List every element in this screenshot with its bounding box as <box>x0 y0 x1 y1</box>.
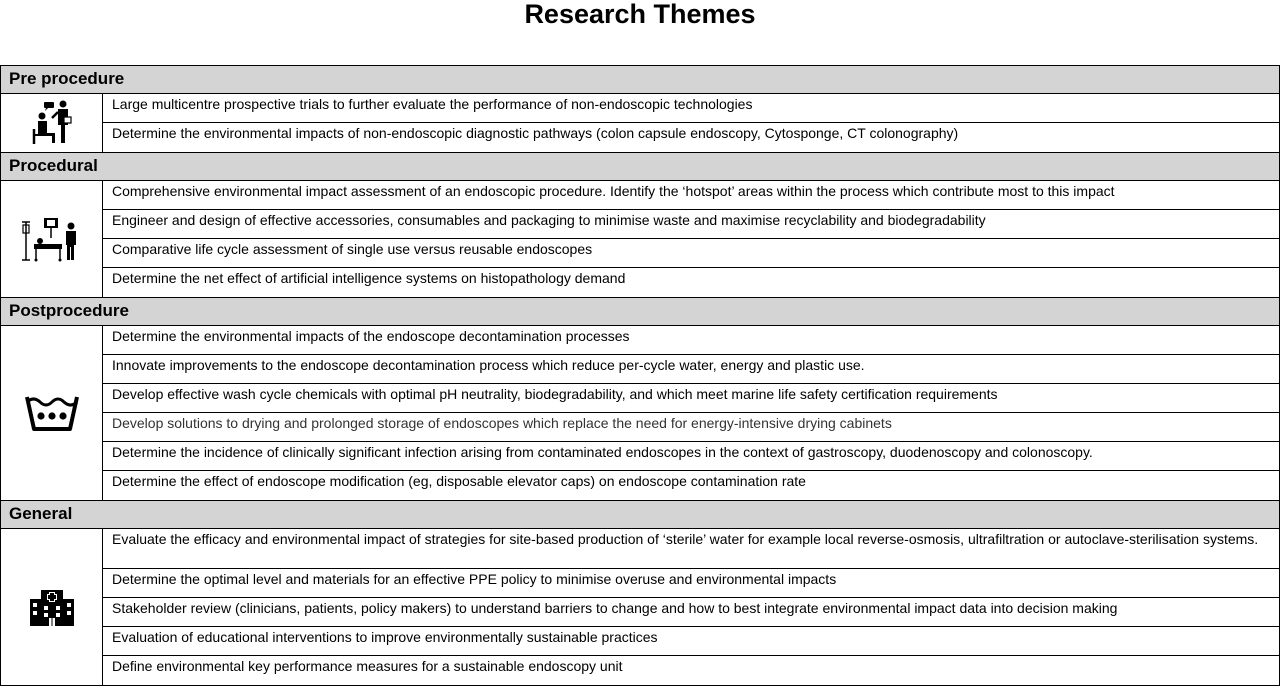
list-item: Engineer and design of effective accessories, consumables and packaging to minimise waste and maximise recyclability and biodegradability <box>103 210 1279 239</box>
list-item: Large multicentre prospective trials to further evaluate the performance of non-endoscopic technologies <box>103 94 1279 123</box>
section-general <box>0 529 1280 686</box>
endoscopy-procedure-icon-cell <box>1 181 103 297</box>
list-item: Determine the incidence of clinically significant infection arising from contaminated endoscopes in the context of gastroscopy, duodenoscopy and colonoscopy. <box>103 442 1279 471</box>
list-item: Determine the effect of endoscope modification (eg, disposable elevator caps) on endoscope contamination rate <box>112 473 806 489</box>
list-item: Evaluation of educational interventions to improve environmentally sustainable practices <box>103 627 1279 656</box>
list-item: Innovate improvements to the endoscope decontamination process which reduce per-cycle water, energy and plastic use. <box>103 355 1279 384</box>
list-item: Stakeholder review (clinicians, patients, policy makers) to understand barriers to change and how to best integrate environmental impact data into decision making <box>103 598 1279 627</box>
list-item: Define environmental key performance measures for a sustainable endoscopy unit <box>112 658 623 674</box>
list-item: Comparative life cycle assessment of single use versus reusable endoscopes <box>103 239 1279 268</box>
section-procedural <box>0 181 1280 298</box>
list-item: Evaluate the efficacy and environmental impact of strategies for site-based production of ‘sterile’ water for example local reverse-osmosis, ultrafiltration or autoclave-sterilisation systems. <box>103 529 1279 569</box>
section-pre-procedure <box>0 94 1280 153</box>
consultation-icon <box>30 99 74 147</box>
hospital-icon-cell <box>1 529 103 685</box>
list-item: Determine the net effect of artificial intelligence systems on histopathology demand <box>112 270 626 286</box>
list-item: Determine the environmental impacts of the endoscope decontamination processes <box>103 326 1279 355</box>
section-header-pre-procedure: Pre procedure <box>0 66 1280 94</box>
list-item: Develop effective wash cycle chemicals with optimal pH neutrality, biodegradability, and which meet marine life safety certification requirements <box>103 384 1279 413</box>
endoscopy-procedure-icon <box>20 216 84 262</box>
research-themes-table <box>0 65 1280 691</box>
wash-basin-icon <box>24 393 80 433</box>
hospital-icon <box>28 587 76 627</box>
list-item: Determine the environmental impacts of non-endoscopic diagnostic pathways (colon capsule endoscopy, Cytosponge, CT colonography) <box>112 125 959 141</box>
list-item: Comprehensive environmental impact assessment of an endoscopic procedure. Identify the ‘hotspot’ areas within the process which contribute most to this impact <box>103 181 1279 210</box>
page-title: Research Themes <box>524 0 756 29</box>
list-item: Develop solutions to drying and prolonged storage of endoscopes which replace the need for energy-intensive drying cabinets <box>103 413 1279 442</box>
wash-basin-icon-cell <box>1 326 103 500</box>
consultation-icon-cell <box>1 94 103 152</box>
section-postprocedure <box>0 326 1280 501</box>
section-header-procedural: Procedural <box>0 153 1280 181</box>
section-header-general: General <box>0 501 1280 529</box>
list-item: Determine the optimal level and materials for an effective PPE policy to minimise overuse and environmental impacts <box>103 569 1279 598</box>
section-header-postprocedure: Postprocedure <box>0 298 1280 326</box>
